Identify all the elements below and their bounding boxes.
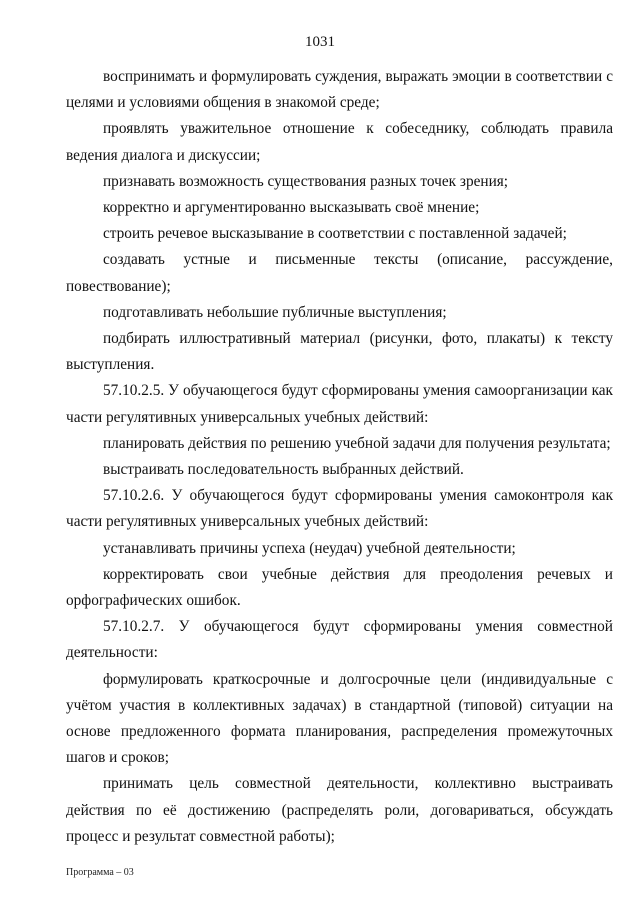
page-number: 1031: [305, 34, 335, 50]
paragraph: подготавливать небольшие публичные выступления;: [103, 303, 447, 321]
paragraph: подбирать иллюстративный материал (рисунки, фото, плакаты) к тексту выступления.: [66, 330, 613, 374]
paragraph: признавать возможность существования разных точек зрения;: [103, 172, 509, 190]
paragraph: формулировать краткосрочные и долгосрочные цели (индивидуальные с учётом участия в коллективных задачах) в стандартной (типовой) ситуации на основе предложенного формата планирования, распределения промежуточных шагов и сроков;: [66, 670, 613, 767]
paragraph: создавать устные и письменные тексты (описание, рассуждение, повествование);: [66, 251, 613, 295]
paragraph: принимать цель совместной деятельности, коллективно выстраивать действия по её достижению (распределять роли, договариваться, обсуждать процесс и результат совместной работы);: [66, 775, 613, 845]
paragraph: устанавливать причины успеха (неудач) учебной деятельности;: [103, 539, 516, 557]
paragraph: корректировать свои учебные действия для преодоления речевых и орфографических ошибок.: [66, 565, 613, 610]
paragraph: воспринимать и формулировать суждения, выражать эмоции в соответствии с целями и условиями общения в знакомой среде;: [66, 68, 613, 112]
paragraph: проявлять уважительное отношение к собеседнику, соблюдать правила ведения диалога и дискуссии;: [66, 120, 613, 164]
paragraph: корректно и аргументированно высказывать своё мнение;: [103, 199, 480, 217]
footer-program-label: Программа – 03: [66, 867, 134, 878]
paragraph: строить речевое высказывание в соответствии с поставленной задачей;: [103, 225, 567, 243]
section-heading-57-10-2-5: 57.10.2.5. У обучающегося будут сформированы умения самоорганизации как части регулятивных универсальных учебных действий:: [66, 382, 613, 426]
section-heading-57-10-2-6: 57.10.2.6. У обучающегося будут сформированы умения самоконтроля как части регулятивных универсальных учебных действий:: [66, 487, 613, 531]
body-text: [66, 64, 613, 850]
paragraph: выстраивать последовательность выбранных действий.: [103, 461, 464, 479]
paragraph: планировать действия по решению учебной задачи для получения результата;: [103, 434, 611, 452]
section-heading-57-10-2-7: 57.10.2.7. У обучающегося будут сформированы умения совместной деятельности:: [66, 618, 613, 662]
